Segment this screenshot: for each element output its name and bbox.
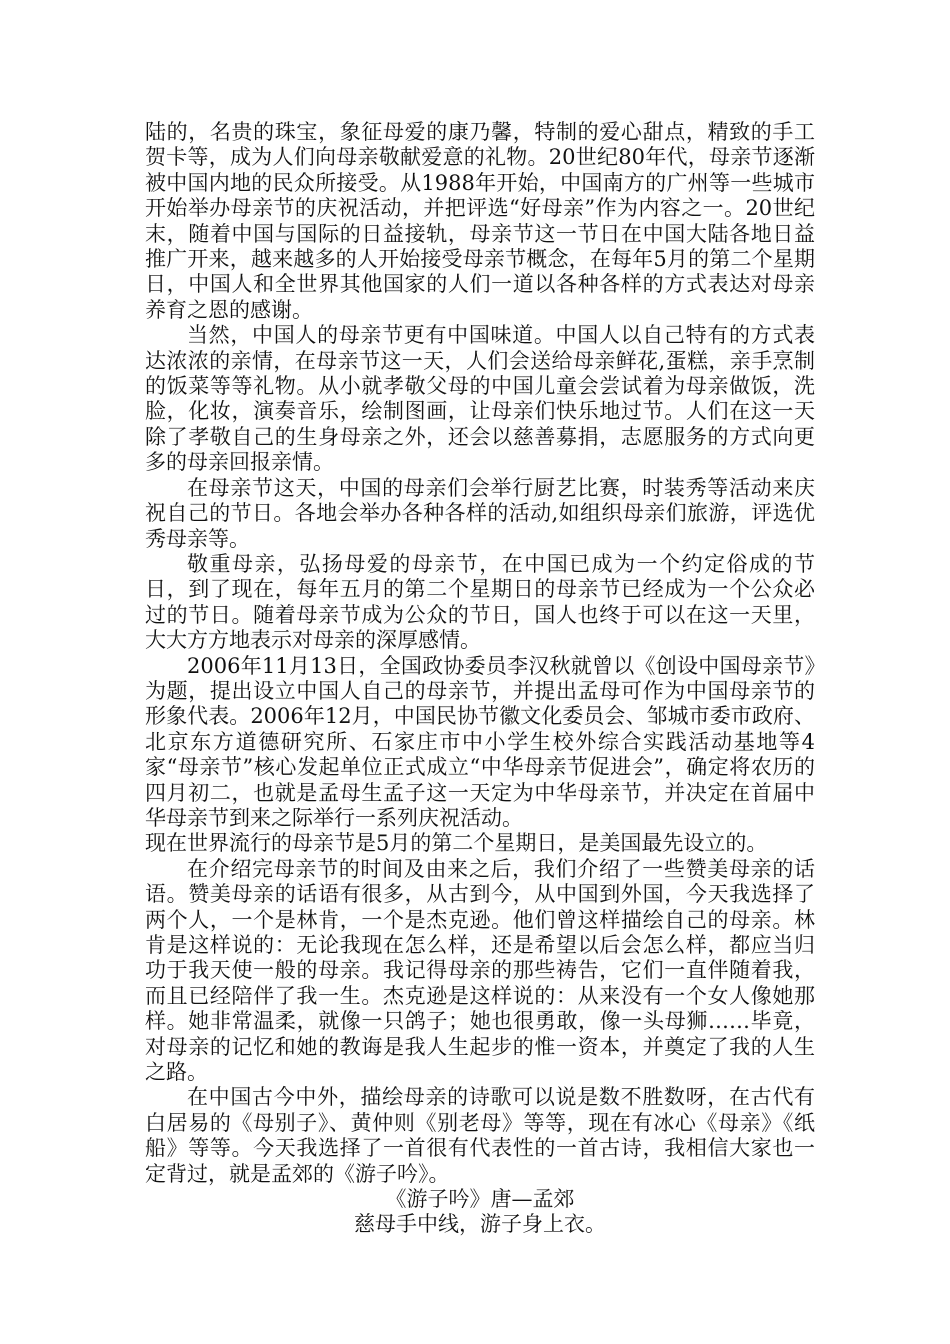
paragraph-history: 陆的，名贵的珠宝，象征母爱的康乃馨，特制的爱心甜点，精致的手工贺卡等，成为人们向母亲敬献爱意的礼物。20世纪80年代，母亲节逐渐被中国内地的民众所接受。从1988年开始，中国南方的广州等一些城市开始举办母亲节的庆祝活动，并把评选“好母亲”作为内容之一。20世纪末，随着中国与国际的日益接轨，母亲节这一节日在中国大陆各地日益推广开来，越来越多的人开始接受母亲节概念，在每年5月的第二个星期日，中国人和全世界其他国家的人们一道以各种各样的方式表达对母亲养育之恩的感谢。 [145,120,815,322]
paragraph-proposal: 2006年11月13日，全国政协委员李汉秋就曾以《创设中国母亲节》为题，提出设立中国人自己的母亲节，并提出孟母可作为中国母亲节的形象代表。2006年12月，中国民协节徽文化委员会、邹城市委市政府、北京东方道德研究所、石家庄市中小学生校外综合实践活动基地等4家“母亲节”核心发起单位正式成立“中华母亲节促进会”，确定将农历的四月初二，也就是孟母生孟子这一天定为中华母亲节，并决定在首届中华母亲节到来之际举行一系列庆祝活动。 [145,653,815,830]
document-page [145,120,815,1238]
poem-line: 慈母手中线，游子身上衣。 [354,1212,606,1237]
paragraph-world-day: 现在世界流行的母亲节是5月的第二个星期日，是美国最先设立的。 [145,831,768,856]
paragraph-chinese-flavor: 当然，中国人的母亲节更有中国味道。中国人以自己特有的方式表达浓浓的亲情，在母亲节这一天，人们会送给母亲鲜花,蛋糕，亲手烹制的饭菜等等礼物。从小就孝敬父母的中国儿童会尝试着为母亲做饭，洗脸，化妆，演奏音乐，绘制图画，让母亲们快乐地过节。人们在这一天除了孝敬自己的生身母亲之外，还会以慈善募捐，志愿服务的方式向更多的母亲回报亲情。 [145,323,815,475]
paragraph-poems: 在中国古今中外，描绘母亲的诗歌可以说是数不胜数呀，在古代有白居易的《母别子》、黄仲则《别老母》等等，现在有冰心《母亲》《纸船》等等。今天我选择了一首很有代表性的一首古诗，我相信大家也一定背过，就是孟郊的《游子吟》。 [145,1085,815,1186]
paragraph-activities: 在母亲节这天，中国的母亲们会举行厨艺比赛，时装秀等活动来庆祝自己的节日。各地会举办各种各样的活动,如组织母亲们旅游，评选优秀母亲等。 [145,475,815,551]
paragraph-respect: 敬重母亲，弘扬母爱的母亲节，在中国已成为一个约定俗成的节日，到了现在，每年五月的第二个星期日的母亲节已经成为一个公众必过的节日。随着母亲节成为公众的节日，国人也终于可以在这一天里，大大方方地表示对母亲的深厚感情。 [145,551,815,653]
poem-title: 《游子吟》唐—孟郊 [385,1187,575,1212]
paragraph-quotes: 在介绍完母亲节的时间及由来之后，我们介绍了一些赞美母亲的话语。赞美母亲的话语有很多，从古到今，从中国到外国，今天我选择了两个人，一个是林肯，一个是杰克逊。他们曾这样描绘自己的母亲。林肯是这样说的：无论我现在怎么样，还是希望以后会怎么样，都应当归功于我天使一般的母亲。我记得母亲的那些祷告，它们一直伴随着我，而且已经陪伴了我一生。杰克逊是这样说的：从来没有一个女人像她那样。她非常温柔，就像一只鸽子；她也很勇敢，像一头母狮……毕竟，对母亲的记忆和她的教诲是我人生起步的惟一资本，并奠定了我的人生之路。 [145,856,815,1085]
